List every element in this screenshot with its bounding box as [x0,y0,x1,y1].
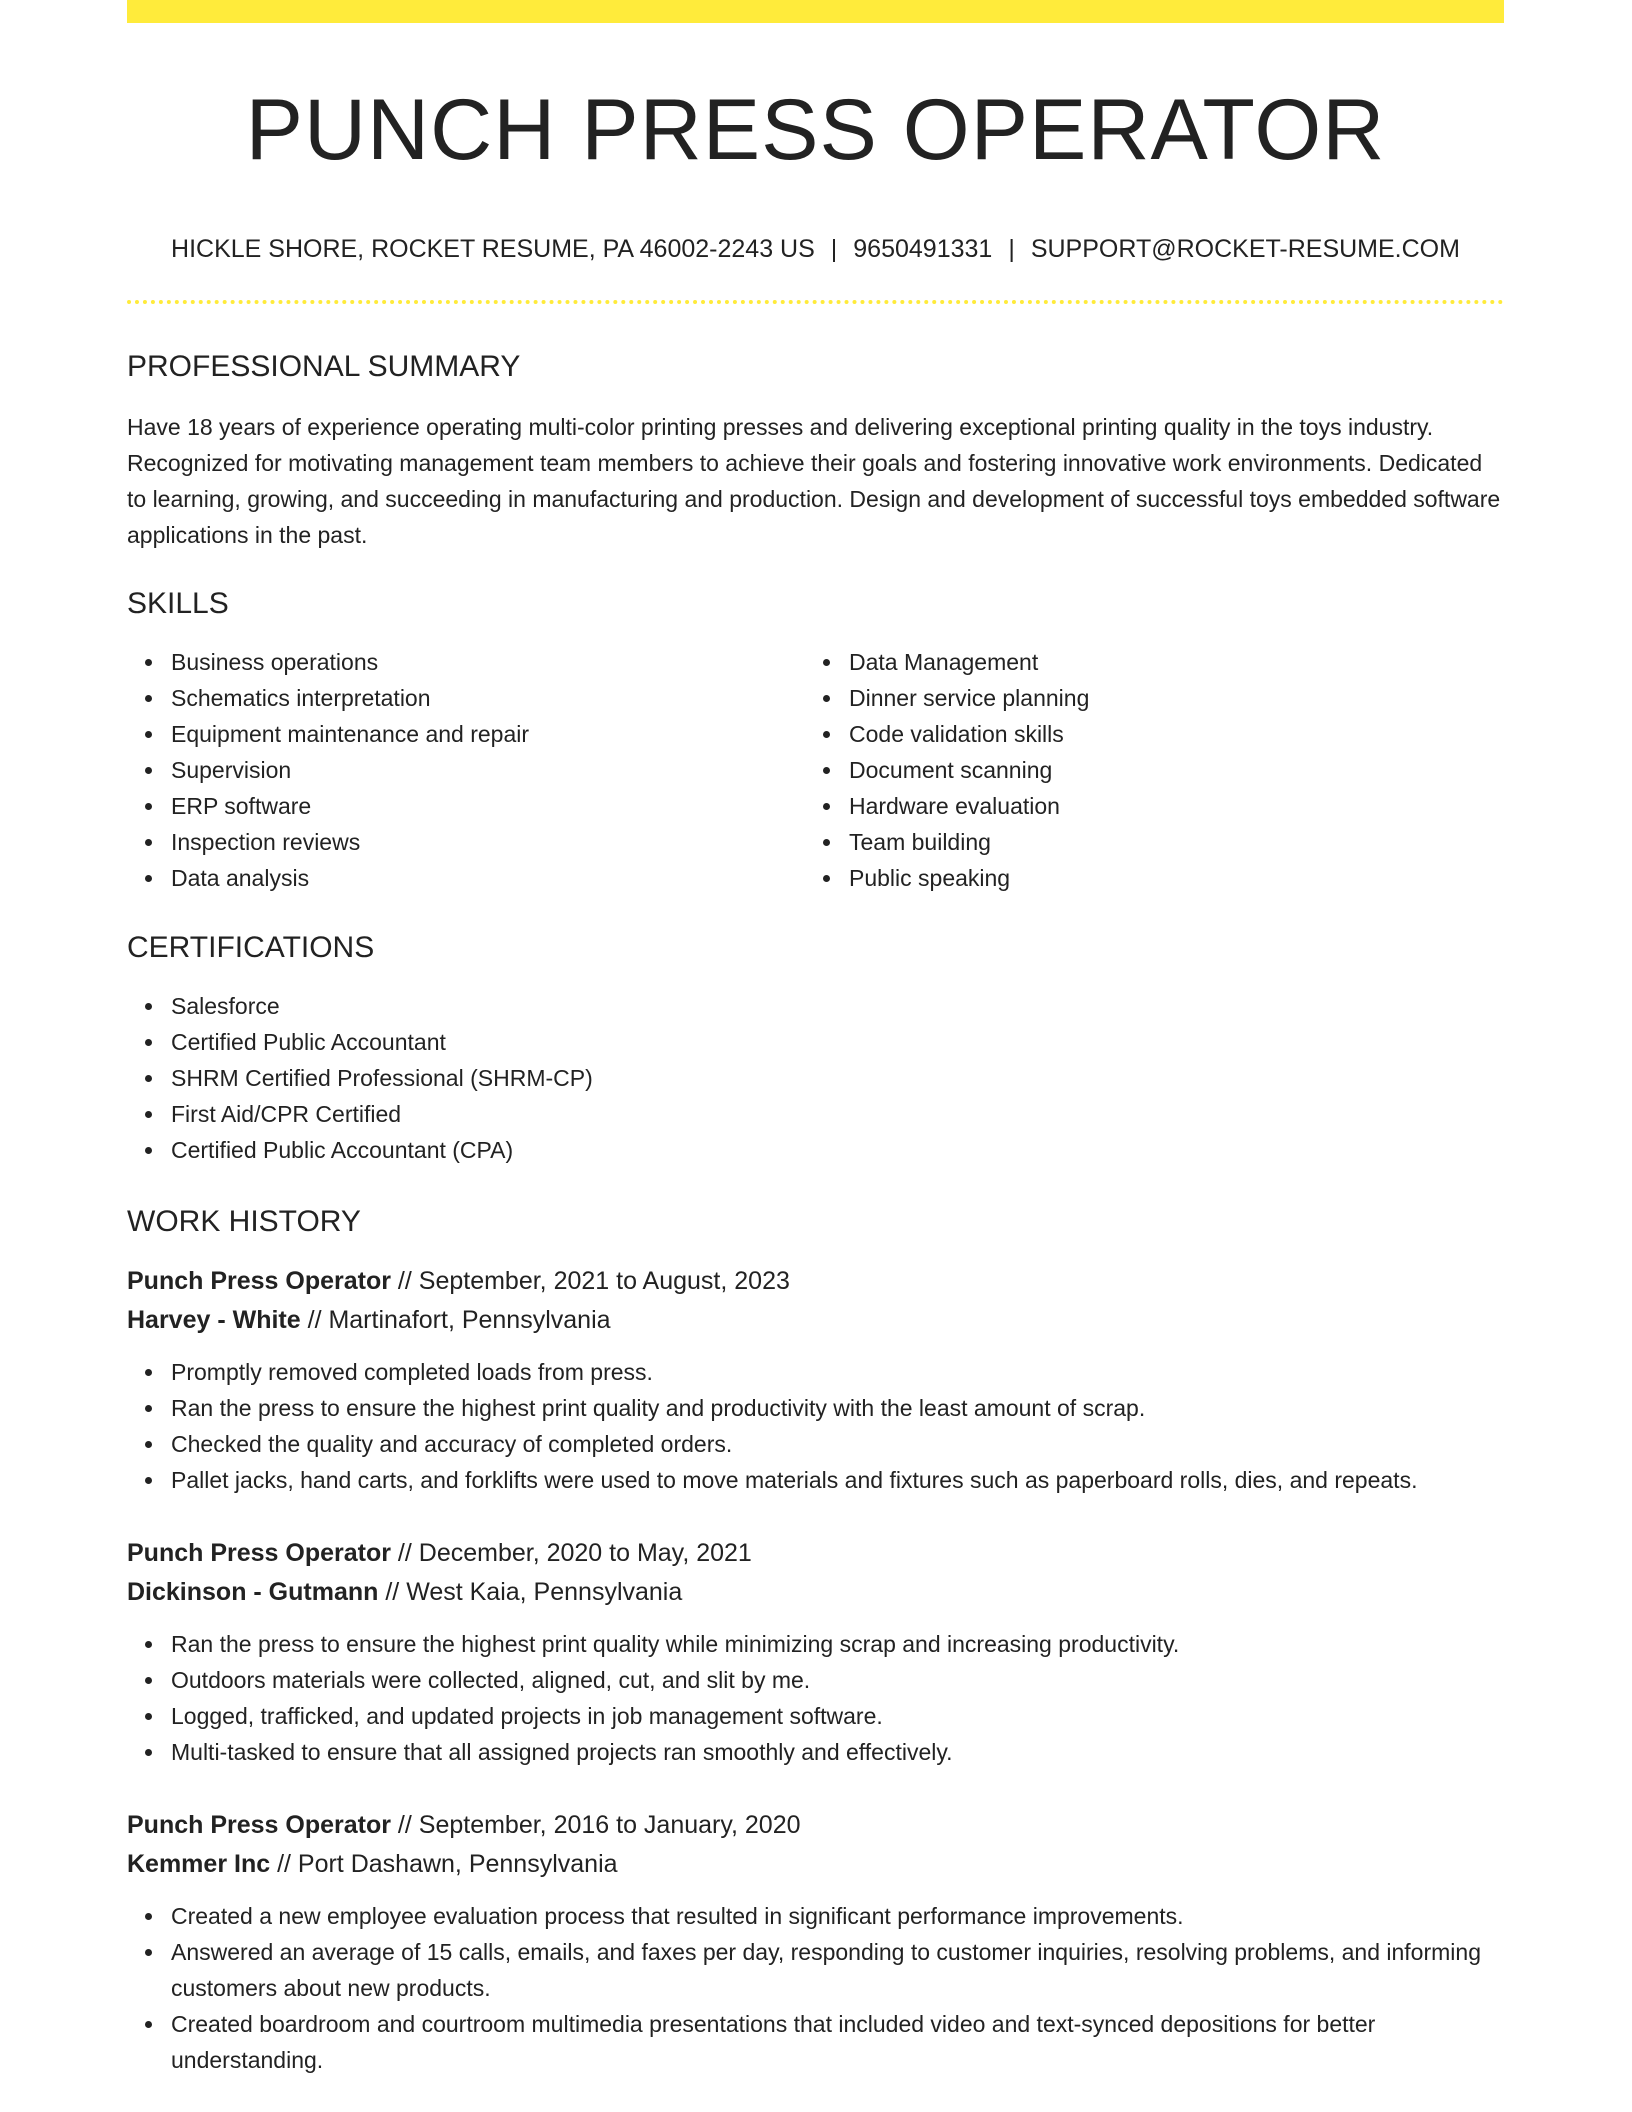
work-history-heading: WORK HISTORY [127,1205,361,1238]
skill-item: Business operations [171,644,805,680]
skills-grid [127,644,1504,896]
certification-item: SHRM Certified Professional (SHRM-CP) [171,1060,1504,1096]
job-role-line [127,1262,1504,1301]
header-divider [127,300,1504,304]
skill-item: Equipment maintenance and repair [171,716,805,752]
job-role-line [127,1806,1504,1845]
job-bullet: Pallet jacks, hand carts, and forklifts were used to move materials and fixtures such as paperboard rolls, dies, and repeats. [171,1462,1504,1498]
candidate-title: PUNCH PRESS OPERATOR [245,82,1386,178]
resume-content [127,0,1504,2078]
job-bullet: Checked the quality and accuracy of completed orders. [171,1426,1504,1462]
job-dates: // December, 2020 to May, 2021 [390,1539,752,1567]
job-bullet: Promptly removed completed loads from press. [171,1354,1504,1390]
job-location: // Port Dashawn, Pennsylvania [270,1850,618,1878]
job-role-line [127,1534,1504,1573]
skill-item: Dinner service planning [849,680,1483,716]
skills-list-left [127,644,805,896]
certification-item: Certified Public Accountant [171,1024,1504,1060]
job-bullets [127,1626,1504,1770]
job-role: Punch Press Operator [127,1539,391,1567]
skill-item: Schematics interpretation [171,680,805,716]
email-text: SUPPORT@ROCKET-RESUME.COM [1030,235,1460,263]
summary-paragraph: Have 18 years of experience operating multi-color printing presses and delivering exceptional printing quality in the toys industry. Recognized for motivating management team members to achieve their goals and fostering innovative work environments. Dedicated to learning, growing, and succeeding in manufacturing and production. Design and development of successful toys embedded software applications in the past. [127,414,1501,548]
skill-item: ERP software [171,788,805,824]
job-location: // Martinafort, Pennsylvania [300,1306,611,1334]
job-bullet: Created boardroom and courtroom multimedia presentations that included video and text-synced depositions for better understanding. [171,2006,1504,2078]
job-dates: // September, 2016 to January, 2020 [390,1811,801,1839]
job-company-line [127,1845,1504,1884]
job-bullet: Ran the press to ensure the highest print quality while minimizing scrap and increasing productivity. [171,1626,1504,1662]
job-company-line [127,1573,1504,1612]
job-bullet: Created a new employee evaluation process that resulted in significant performance improvements. [171,1898,1504,1934]
job-company-line [127,1301,1504,1340]
skill-item: Supervision [171,752,805,788]
address-text: HICKLE SHORE, ROCKET RESUME, PA 46002-2243 US [171,235,815,263]
skill-item: Hardware evaluation [849,788,1483,824]
job-bullets [127,1898,1504,2078]
contact-line [127,234,1504,264]
job-bullet: Outdoors materials were collected, aligned, cut, and slit by me. [171,1662,1504,1698]
skill-item: Public speaking [849,860,1483,896]
skill-item: Inspection reviews [171,824,805,860]
certifications-heading: CERTIFICATIONS [127,931,375,964]
certification-item: Salesforce [171,988,1504,1024]
job-bullet: Logged, trafficked, and updated projects in job management software. [171,1698,1504,1734]
job-company: Kemmer Inc [127,1850,271,1878]
skills-list-right [805,644,1483,896]
skill-item: Data analysis [171,860,805,896]
skills-heading: SKILLS [127,587,229,620]
job-dates: // September, 2021 to August, 2023 [390,1267,790,1295]
job-company: Dickinson - Gutmann [127,1578,379,1606]
job-role: Punch Press Operator [127,1267,391,1295]
certification-item: First Aid/CPR Certified [171,1096,1504,1132]
job-bullet: Ran the press to ensure the highest print quality and productivity with the least amount of scrap. [171,1390,1504,1426]
skill-item: Code validation skills [849,716,1483,752]
skill-item: Document scanning [849,752,1483,788]
contact-separator: | [1008,235,1015,263]
job-location: // West Kaia, Pennsylvania [378,1578,683,1606]
certification-item: Certified Public Accountant (CPA) [171,1132,1504,1168]
job-bullets [127,1354,1504,1498]
job-company: Harvey - White [127,1306,301,1334]
job-entry [127,1534,1504,1770]
job-role: Punch Press Operator [127,1811,391,1839]
skill-item: Team building [849,824,1483,860]
skills-column-left [127,644,805,896]
contact-separator: | [830,235,838,263]
job-bullet: Multi-tasked to ensure that all assigned projects ran smoothly and effectively. [171,1734,1504,1770]
skills-column-right [805,644,1483,896]
skill-item: Data Management [849,644,1483,680]
phone-text: 9650491331 [853,235,993,263]
job-entry [127,1262,1504,1498]
job-entry [127,1806,1504,2078]
job-bullet: Answered an average of 15 calls, emails, and faxes per day, responding to customer inquiries, resolving problems, and informing customers about new products. [171,1934,1504,2006]
certifications-list [127,988,1504,1168]
summary-heading: PROFESSIONAL SUMMARY [127,350,521,383]
